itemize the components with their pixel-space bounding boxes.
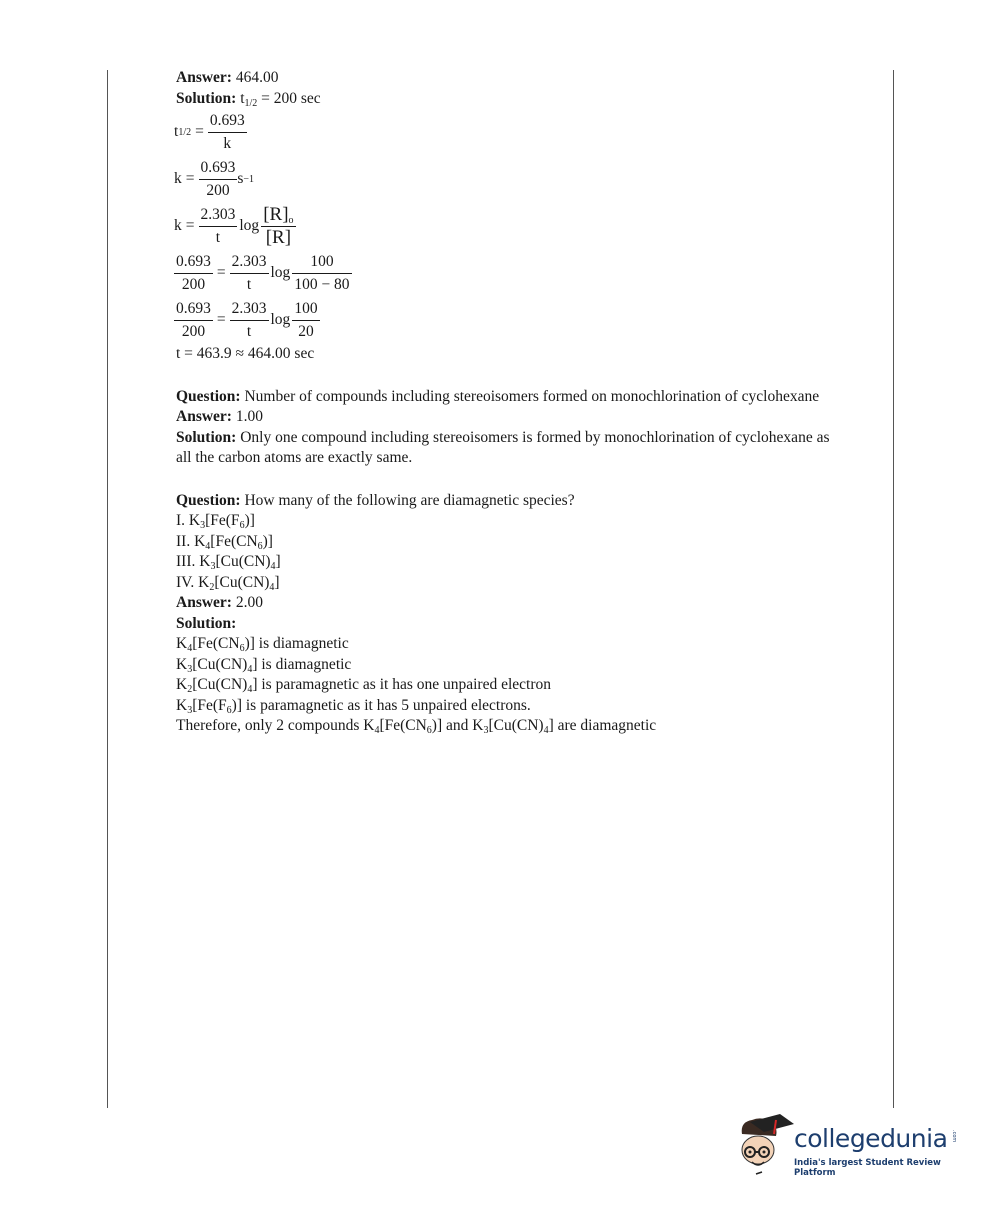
option-prefix: I. K: [176, 512, 201, 529]
subscript: 4: [247, 684, 253, 695]
subscript: 6: [239, 643, 245, 654]
option-item: [176, 511, 836, 532]
option-mid: [Fe(F: [205, 512, 240, 529]
conc-initial-sub: o: [288, 215, 294, 226]
equation-4: [174, 250, 836, 297]
given-sub: 1/2: [244, 97, 258, 109]
q1-solution: [176, 89, 836, 110]
conc-initial: [R]: [263, 204, 289, 225]
given-rest: = 200 sec: [261, 89, 321, 107]
question-label: Question:: [176, 387, 241, 405]
fraction: [230, 298, 269, 343]
q2-solution: [176, 428, 836, 469]
log-function: log: [270, 264, 291, 282]
equation-1: t 1/2 = $\frac{0.693}{k}$: [174, 109, 836, 156]
q1-answer: [176, 68, 836, 89]
subscript: 4: [270, 561, 276, 572]
denominator: 20: [298, 323, 314, 340]
solution-line: [176, 655, 836, 676]
question-label: Question:: [176, 491, 241, 509]
line-end: )] is paramagnetic as it has 5 unpaired electrons.: [231, 696, 531, 714]
eq-operator: =: [185, 170, 195, 188]
subscript: 6: [226, 704, 232, 716]
option-mid: [Fe(CN: [210, 532, 258, 550]
line-mid: [Fe(CN: [192, 635, 240, 652]
q3-question: [176, 491, 836, 512]
fraction: [292, 298, 319, 343]
equation-2: k = $\frac{0.693}{200}$ s −1: [174, 156, 836, 203]
subscript: 6: [426, 725, 432, 736]
eq-operator: =: [216, 264, 226, 282]
q3-solution-label: [176, 614, 836, 635]
denominator: 200: [206, 182, 230, 199]
fraction: [230, 251, 269, 296]
logo-com: .com: [951, 1130, 957, 1143]
option-end: )]: [262, 532, 273, 550]
student-mascot-icon: [736, 1112, 796, 1182]
q2-answer: [176, 407, 836, 428]
option-item: [176, 532, 836, 553]
eq-lhs: k: [174, 170, 182, 188]
q1-equations: [174, 109, 836, 344]
equation-5: [174, 297, 836, 344]
subscript: 6: [257, 540, 263, 552]
subscript: 4: [205, 540, 211, 552]
conclusion-text: )] and K: [431, 717, 484, 734]
line-prefix: K: [176, 635, 188, 652]
subscript: 4: [543, 725, 549, 736]
subscript: 4: [374, 725, 380, 736]
fraction: [174, 251, 213, 296]
unit: s: [237, 170, 244, 188]
fraction: [174, 298, 213, 343]
subscript: 3: [187, 704, 193, 716]
numerator: 100: [292, 298, 319, 321]
option-item: [176, 552, 836, 573]
option-prefix: II. K: [176, 532, 206, 550]
subscript: 4: [269, 581, 275, 593]
subscript: 2: [187, 684, 193, 695]
eq-operator: =: [185, 217, 195, 235]
q3-answer: [176, 593, 836, 614]
line-prefix: K: [176, 676, 188, 693]
conclusion-text: ] are diamagnetic: [548, 717, 657, 734]
denominator: k: [223, 135, 232, 152]
line-mid: [Cu(CN): [192, 676, 248, 693]
solution-text: Only one compound including stereoisomers is formed by monochlorination of cyclohexane as all the carbon atoms are exactly same.: [176, 428, 830, 466]
solution-label: Solution:: [176, 428, 237, 446]
line-mid: [Cu(CN): [192, 655, 248, 673]
option-mid: [Cu(CN): [214, 573, 270, 591]
subscript: 2: [209, 581, 215, 593]
solution-line: [176, 675, 836, 696]
eq-operator: =: [195, 123, 204, 141]
given-var: t: [240, 89, 245, 107]
line-prefix: K: [176, 696, 188, 714]
numerator: 2.303: [230, 251, 269, 274]
line-prefix: K: [176, 655, 188, 673]
option-prefix: III. K: [176, 553, 211, 570]
numerator: 100: [292, 251, 351, 274]
q2-question: [176, 387, 836, 408]
equation-3: [174, 203, 836, 250]
fraction: [199, 157, 238, 202]
denominator: 100 − 80: [294, 276, 350, 293]
denominator: t: [246, 276, 252, 293]
left-margin-rule: [107, 70, 108, 1108]
numerator: 0.693: [174, 298, 213, 321]
answer-label: Answer:: [176, 594, 232, 611]
subscript: 4: [247, 663, 253, 675]
numerator: [261, 204, 295, 227]
numerator: 0.693: [208, 110, 247, 133]
fraction: [292, 251, 351, 296]
subscript: 4: [187, 643, 193, 654]
fraction: [199, 204, 238, 249]
numerator: 0.693: [174, 251, 213, 274]
q3-conclusion: [176, 716, 836, 737]
logo-wordmark: collegedunia: [794, 1124, 948, 1153]
answer-value: 2.00: [235, 594, 263, 611]
question-text: How many of the following are diamagnetic species?: [244, 491, 575, 509]
denominator: t: [246, 323, 252, 340]
solution-label: Solution:: [176, 89, 237, 107]
subscript: 3: [200, 520, 206, 531]
solution-label: Solution:: [176, 614, 237, 632]
eq-operator: =: [216, 311, 226, 329]
option-item: [176, 573, 836, 594]
denominator: t: [215, 229, 221, 246]
subscript: 3: [483, 725, 489, 736]
denominator: 200: [181, 323, 206, 340]
option-end: ]: [274, 573, 280, 591]
logo-tagline: India's largest Student Review Platform: [794, 1158, 941, 1178]
solution-line: [176, 634, 836, 655]
subscript: 3: [187, 663, 193, 675]
option-mid: [Cu(CN): [215, 553, 271, 570]
eq-lhs: t: [174, 123, 179, 141]
option-prefix: IV. K: [176, 573, 210, 591]
denominator: 200: [181, 276, 206, 293]
right-margin-rule: [893, 70, 894, 1108]
question-text: Number of compounds including stereoisomers formed on monochlorination of cyclohexane: [244, 387, 820, 405]
conclusion-text: [Cu(CN): [488, 717, 544, 734]
numerator: 2.303: [230, 298, 269, 321]
conclusion-text: [Fe(CN: [379, 717, 427, 734]
line-end: ] is paramagnetic as it has one unpaired electron: [252, 676, 551, 693]
denominator: [R]: [265, 227, 292, 248]
page-content: [176, 68, 836, 737]
solution-line: [176, 696, 836, 717]
numerator: 2.303: [199, 204, 238, 227]
log-function: log: [270, 311, 291, 329]
option-end: ]: [275, 553, 281, 570]
answer-label: Answer:: [176, 408, 232, 425]
fraction: [208, 110, 247, 155]
line-mid: [Fe(F: [192, 696, 227, 714]
numerator: 0.693: [199, 157, 238, 180]
eq-lhs: k: [174, 217, 182, 235]
line-end: )] is diamagnetic: [244, 635, 349, 652]
line-end: ] is diamagnetic: [252, 655, 352, 673]
q1-result: t = 463.9 ≈ 464.00 sec: [176, 345, 315, 362]
subscript: 3: [210, 561, 216, 572]
answer-value: 1.00: [235, 408, 263, 425]
collegedunia-logo[interactable]: [736, 1112, 966, 1182]
log-function: log: [239, 217, 260, 235]
answer-label: Answer:: [176, 69, 232, 86]
subscript: 6: [239, 520, 245, 531]
option-end: )]: [244, 512, 255, 529]
fraction: [261, 204, 295, 249]
answer-value: 464.00: [235, 69, 279, 86]
conclusion-text: Therefore, only 2 compounds K: [176, 717, 375, 734]
